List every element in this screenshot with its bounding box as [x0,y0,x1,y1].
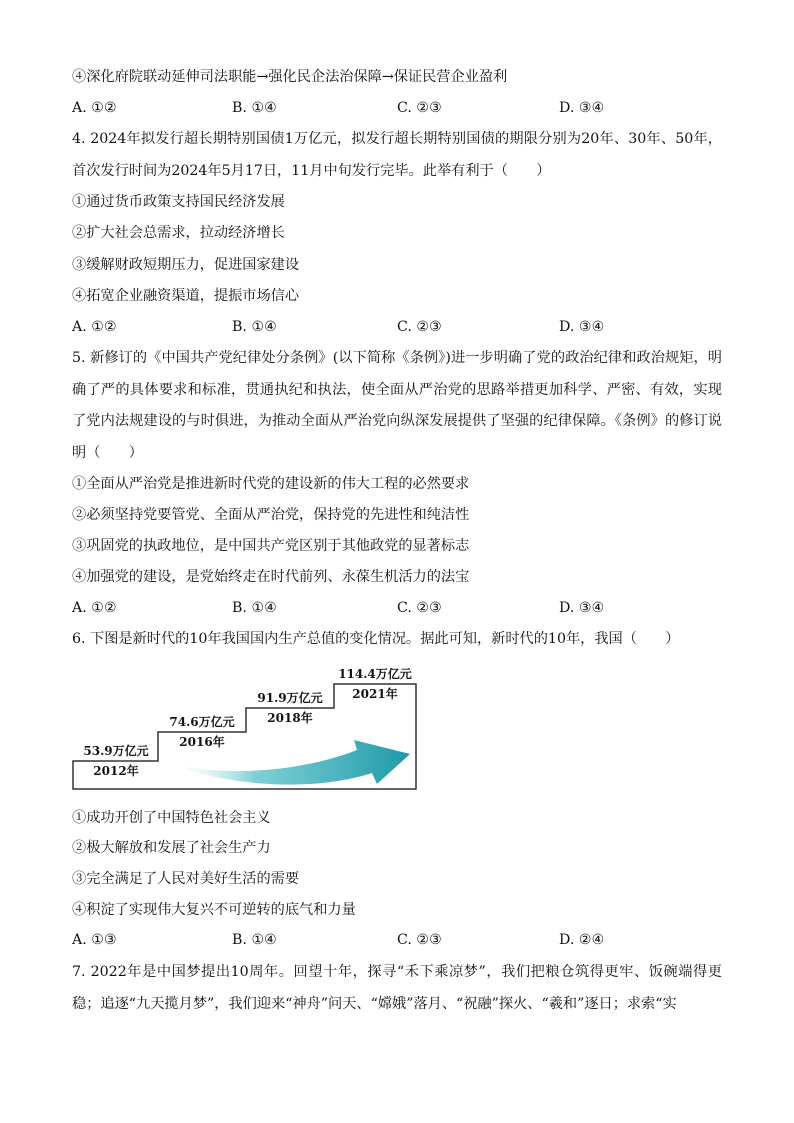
q4-option-a: A. ①② [72,319,117,335]
q6-answer-options [72,930,732,950]
q6-item-2: ②极大解放和发展了社会生产力 [72,840,271,856]
q5-option-a: A. ①② [72,600,117,616]
q6-stem: 6. 下图是新时代的10年我国国内生产总值的变化情况。据此可知，新时代的10年，我国（ ） [72,631,680,647]
q4-item-4: ④拓宽企业融资渠道，提振市场信心 [72,288,300,304]
q6-item-1: ①成功开创了中国特色社会主义 [72,810,271,826]
gdp-year-label-2018年: 2018年 [267,711,313,725]
gdp-value-label-2021年: 114.4万亿元 [338,668,412,681]
q3-answer-options [72,98,732,118]
gdp-year-label-2021年: 2021年 [352,687,398,701]
q6-item-3: ③完全满足了人民对美好生活的需要 [72,871,300,887]
q4-answer-options [72,317,732,337]
gdp-value-label-2018年: 91.9万亿元 [257,691,323,705]
q3-option-c: C. ②③ [397,100,442,116]
gdp-staircase-svg [72,668,422,793]
q6-option-c: C. ②③ [397,932,442,948]
q5-answer-options [72,598,732,618]
q5-option-c: C. ②③ [397,600,442,616]
gdp-staircase-chart [72,668,422,797]
q3-option-item-4: ④深化府院联动延伸司法职能→强化民企法治保障→保证民营企业盈利 [72,69,508,85]
q6-option-d: D. ②④ [559,932,605,948]
q5-item-3: ③巩固党的执政地位，是中国共产党区别于其他政党的显著标志 [72,538,470,554]
q4-item-3: ③缓解财政短期压力，促进国家建设 [72,257,300,273]
q4-option-d: D. ③④ [559,319,605,335]
q6-option-a: A. ①③ [72,932,117,948]
q3-option-d: D. ③④ [559,100,605,116]
q5-option-b: B. ①④ [232,600,277,616]
q5-item-4: ④加强党的建设，是党始终走在时代前列、永葆生机活力的法宝 [72,569,470,585]
q6-option-b: B. ①④ [232,932,277,948]
q4-option-b: B. ①④ [232,319,277,335]
gdp-value-label-2012年: 53.9万亿元 [83,744,149,758]
gdp-value-label-2016年: 74.6万亿元 [169,715,235,729]
q6-item-4: ④积淀了实现伟大复兴不可逆转的底气和力量 [72,902,356,918]
q3-option-b: B. ①④ [232,100,277,116]
q3-option-a: A. ①② [72,100,117,116]
gdp-year-label-2016年: 2016年 [179,735,225,749]
q5-item-1: ①全面从严治党是推进新时代党的建设新的伟大工程的必然要求 [72,476,470,492]
q5-stem: 5. 新修订的《中国共产党纪律处分条例》(以下简称《条例》)进一步明确了党的政治纪律和政治规矩，明确了严的具体要求和标准，贯通执纪和执法，使全面从严治党的思路举措更加科学、严密、有效，实现了党内法规建设的与时俱进，为推动全面从严治党向纵深发展提供了坚强的纪律保障。《条例》的修订说明（ ） [72,350,722,461]
q4-option-c: C. ②③ [397,319,442,335]
q4-stem: 4. 2024年拟发行超长期特别国债1万亿元，拟发行超长期特别国债的期限分别为20年、30年、50年，首次发行时间为2024年5月17日，11月中旬发行完毕。此举有利于（ ） [72,131,722,179]
q5-option-d: D. ③④ [559,600,605,616]
q4-item-2: ②扩大社会总需求，拉动经济增长 [72,225,285,241]
q4-item-1: ①通过货币政策支持国民经济发展 [72,194,285,210]
gdp-year-label-2012年: 2012年 [93,764,139,778]
q7-stem: 7. 2022年是中国梦提出10周年。回望十年，探寻“禾下乘凉梦”，我们把粮仓筑得更牢、饭碗端得更稳；追逐“九天揽月梦”，我们迎来“神舟”问天、“嫦娥”落月、“祝融”探火、“羲和”逐日；求索“实 [72,964,722,1012]
q5-item-2: ②必须坚持党要管党、全面从严治党，保持党的先进性和纯洁性 [72,507,470,523]
